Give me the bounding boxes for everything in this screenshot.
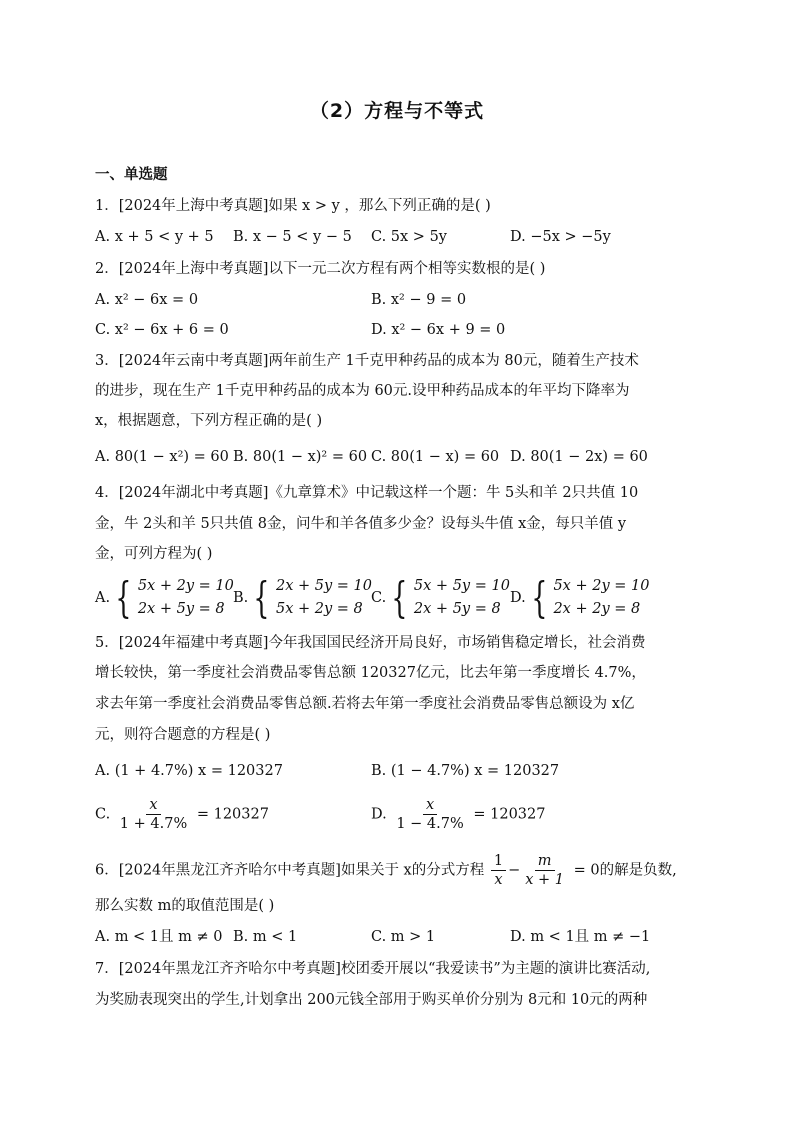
equation-1: 2x + 5y = 10 <box>276 578 373 594</box>
q3-option-b[interactable]: B. 80(1 − x)² = 60 <box>233 449 368 465</box>
option-label: C. <box>371 590 387 606</box>
minus-sign: − <box>508 862 521 879</box>
question-3-line-1: 3．[2024年云南中考真题]两年前生产 1千克甲种药品的成本为 80元，随着生产技术 <box>95 353 639 369</box>
numerator: x <box>146 796 160 815</box>
q4-option-a[interactable] <box>95 575 234 621</box>
question-4-line-3: 金，可列方程为( ) <box>95 546 213 562</box>
q1-option-c[interactable]: C. 5x > 5y <box>371 229 447 245</box>
question-3-line-3: x，根据题意，下列方程正确的是( ) <box>95 413 323 429</box>
q1-option-b[interactable]: B. x − 5 < y − 5 <box>233 229 352 245</box>
question-5-line-3: 求去年第一季度社会消费品零售总额.若将去年第一季度社会消费品零售总额设为 x亿 <box>95 696 635 712</box>
page-title: （2）方程与不等式 <box>309 100 485 122</box>
q6-option-c[interactable]: C. m > 1 <box>371 929 436 945</box>
equation-1: 5x + 2y = 10 <box>553 578 650 594</box>
question-6-suffix: = 0的解是负数, <box>573 862 677 879</box>
brace-symbol: { <box>531 573 548 622</box>
fraction-1 <box>491 852 506 889</box>
q6-option-d[interactable]: D. m < 1且 m ≠ −1 <box>510 929 651 945</box>
q2-option-c[interactable]: C. x² − 6x + 6 = 0 <box>95 322 229 338</box>
denominator: 1 + 4.7% <box>119 816 188 832</box>
q5-option-a[interactable]: A. (1 + 4.7%) x = 120327 <box>95 763 283 779</box>
equation-system <box>248 575 372 621</box>
question-2-text: 2．[2024年上海中考真题]以下一元二次方程有两个相等实数根的是( ) <box>95 261 546 277</box>
fraction <box>117 796 190 833</box>
q1-option-a[interactable]: A. x + 5 < y + 5 <box>95 229 214 245</box>
equation-2: 2x + 5y = 8 <box>137 601 225 617</box>
option-label: D. <box>371 806 387 823</box>
numerator: 1 <box>491 852 506 871</box>
denominator: 1 − 4.7% <box>396 816 464 832</box>
section-heading: 一、单选题 <box>95 167 168 183</box>
equation-system <box>386 575 510 621</box>
q5-option-c[interactable] <box>95 796 269 833</box>
option-label: C. <box>95 806 111 823</box>
option-label: B. <box>233 590 249 606</box>
equation-1: 5x + 5y = 10 <box>413 578 510 594</box>
equation-1: 5x + 2y = 10 <box>137 578 234 594</box>
brace-symbol: { <box>253 573 270 622</box>
denominator: x <box>494 872 503 888</box>
q5-option-d[interactable] <box>371 796 546 833</box>
q4-option-d[interactable] <box>510 575 649 621</box>
brace-symbol: { <box>115 573 132 622</box>
option-label: A. <box>95 590 111 606</box>
q6-option-b[interactable]: B. m < 1 <box>233 929 298 945</box>
denominator: x + 1 <box>525 872 565 888</box>
question-4-line-2: 金，牛 2头和羊 5只共值 8金，问牛和羊各值多少金？设每头牛值 x金，每只羊值 y <box>95 516 627 532</box>
question-7-line-1: 7．[2024年黑龙江齐齐哈尔中考真题]校团委开展以“我爱读书”为主题的演讲比赛活动, <box>95 961 651 977</box>
question-1-text: 1．[2024年上海中考真题]如果 x > y ，那么下列正确的是( ) <box>95 198 491 214</box>
q2-option-b[interactable]: B. x² − 9 = 0 <box>371 292 467 308</box>
q5-option-b[interactable]: B. (1 − 4.7%) x = 120327 <box>371 763 560 779</box>
numerator: x <box>423 796 437 815</box>
brace-symbol: { <box>391 573 408 622</box>
question-6-line-2: 那么实数 m的取值范围是( ) <box>95 898 275 914</box>
q2-option-d[interactable]: D. x² − 6x + 9 = 0 <box>371 322 506 338</box>
question-6-prefix: 6．[2024年黑龙江齐齐哈尔中考真题]如果关于 x的分式方程 <box>95 862 485 879</box>
q3-option-d[interactable]: D. 80(1 − 2x) = 60 <box>510 449 648 465</box>
equation-2: 5x + 2y = 8 <box>276 601 363 617</box>
question-4-line-1: 4．[2024年湖北中考真题]《九章算术》中记载这样一个题：牛 5头和羊 2只共值 10 <box>95 485 639 501</box>
question-7-line-2: 为奖励表现突出的学生,计划拿出 200元钱全部用于购买单价分别为 8元和 10元的两种 <box>95 992 648 1008</box>
option-label: D. <box>510 590 526 606</box>
q6-option-a[interactable]: A. m < 1且 m ≠ 0 <box>95 929 223 945</box>
equation-2: 2x + 5y = 8 <box>413 601 501 617</box>
q4-option-c[interactable] <box>371 575 510 621</box>
question-3-line-2: 的进步，现在生产 1千克甲种药品的成本为 60元.设甲种药品成本的年平均下降率为 <box>95 383 630 399</box>
q4-option-b[interactable] <box>233 575 372 621</box>
equation-2: 2x + 2y = 8 <box>553 601 641 617</box>
equation-system <box>526 575 650 621</box>
question-5-line-2: 增长较快，第一季度社会消费品零售总额 120327亿元，比去年第一季度增长 4.7%， <box>95 665 646 681</box>
numerator: m <box>535 852 555 871</box>
q1-option-d[interactable]: D. −5x > −5y <box>510 229 611 245</box>
q2-option-a[interactable]: A. x² − 6x = 0 <box>95 292 199 308</box>
question-5-line-4: 元，则符合题意的方程是( ) <box>95 727 271 743</box>
equation-rhs: = 120327 <box>473 806 546 823</box>
q3-option-a[interactable]: A. 80(1 − x²) = 60 <box>95 449 229 465</box>
question-6-line-1 <box>95 852 677 889</box>
fraction-2 <box>522 852 567 889</box>
equation-system <box>110 575 234 621</box>
question-5-line-1: 5．[2024年福建中考真题]今年我国国民经济开局良好，市场销售稳定增长，社会消费 <box>95 635 646 651</box>
equation-rhs: = 120327 <box>196 806 269 823</box>
q3-option-c[interactable]: C. 80(1 − x) = 60 <box>371 449 500 465</box>
fraction <box>393 796 466 833</box>
